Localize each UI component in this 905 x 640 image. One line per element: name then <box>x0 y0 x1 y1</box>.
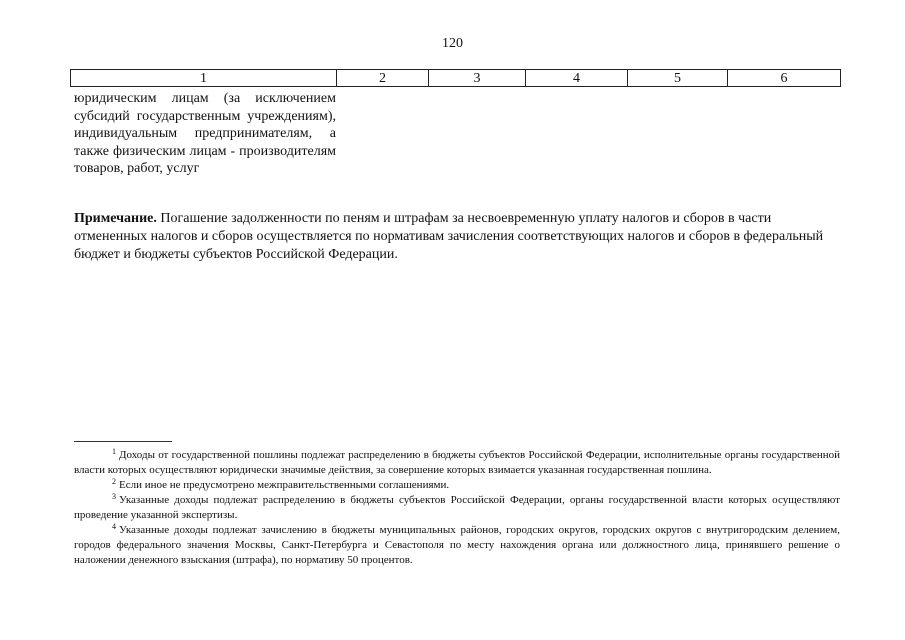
column-header-6: 6 <box>728 70 841 87</box>
footnote-text: Указанные доходы подлежат распределению в бюджеты субъектов Российской Федерации, органы государственной власти которых осуществляют проведение указанной экспертизы. <box>74 494 840 521</box>
table-header-row <box>71 70 841 87</box>
note-title: Примечание. <box>74 211 157 226</box>
footnote-text: Указанные доходы подлежат зачислению в бюджеты муниципальных районов, городских округов, городских округов с внутригородским делением, городов федерального значения Москвы, Санкт-Петербурга и Севастополя по месту нахождения органа или должностного лица, принявшего решение о наложении денежного взыскания (штрафа), по нормативу 50 процентов. <box>74 524 840 566</box>
footnote-separator <box>74 441 172 442</box>
column-header-1: 1 <box>71 70 337 87</box>
footnote-text: Доходы от государственной пошлины подлежат распределению в бюджеты субъектов Российской Федерации, исполнительные органы государственной власти которых осуществляют юридически значимые действия, за совершение которых взимается указанная государственная пошлина. <box>74 449 840 476</box>
footnote-3 <box>74 493 840 523</box>
footnote-mark: 3 <box>112 492 116 501</box>
footnote-text: Если иное не предусмотрено межправительственными соглашениями. <box>119 479 450 491</box>
footnotes <box>74 448 840 568</box>
column-header-5: 5 <box>628 70 728 87</box>
column-header-2: 2 <box>337 70 429 87</box>
footnote-2 <box>74 478 840 493</box>
footnote-mark: 2 <box>112 477 116 486</box>
note-paragraph <box>74 210 840 264</box>
note-text: Погашение задолженности по пеням и штрафам за несвоевременную уплату налогов и сборов в части отмененных налогов и сборов осуществляется по нормативам зачисления соответствующих налогов и сборов в федеральный бюджет и бюджеты субъектов Российской Федерации. <box>74 211 824 262</box>
table-header <box>70 69 841 87</box>
footnote-mark: 4 <box>112 522 116 531</box>
column-header-4: 4 <box>526 70 628 87</box>
footnote-4 <box>74 523 840 568</box>
footnote-mark: 1 <box>112 447 116 456</box>
page-number: 120 <box>442 36 463 51</box>
footnote-1 <box>74 448 840 478</box>
table-cell-text: юридическим лицам (за исключением субсидий государственным учреждениям), индивидуальным предпринимателям, а также физическим лицам - производителям товаров, работ, услуг <box>74 91 336 176</box>
column-header-3: 3 <box>429 70 526 87</box>
